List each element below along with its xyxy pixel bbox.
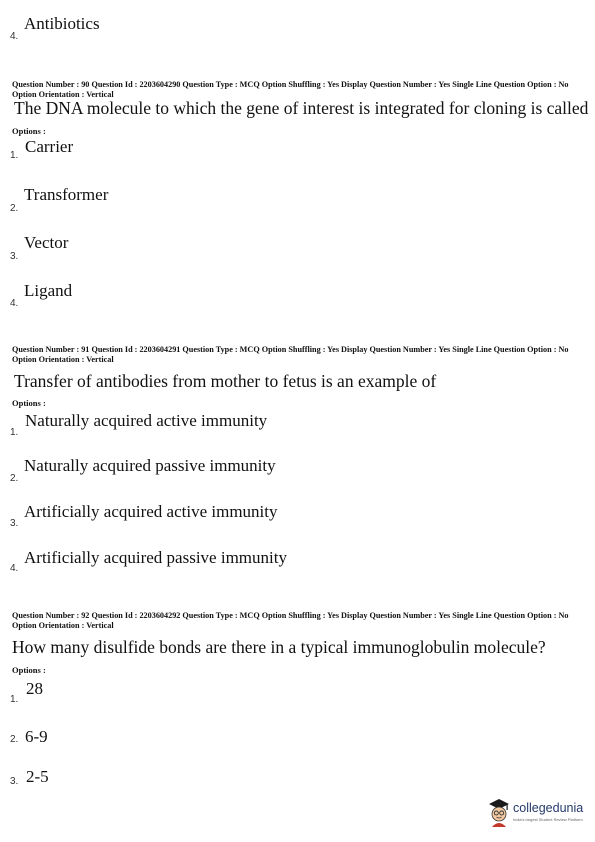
logo-tagline: India's largest Student Review Platform — [513, 817, 583, 822]
option-number: 3. — [10, 251, 19, 262]
question-meta: Question Number : 91 Question Id : 2203604291 Question Type : MCQ Option Shuffling : Yes Display Question Number : Yes Single Line Question Option : No Option Orientation : Vertical — [12, 345, 569, 364]
option-number: 4. — [10, 31, 19, 42]
option-number: 2. — [10, 734, 19, 745]
question-meta: Question Number : 92 Question Id : 2203604292 Question Type : MCQ Option Shuffling : Yes Display Question Number : Yes Single Line Question Option : No Option Orientation : Vertical — [12, 611, 569, 630]
question-text: The DNA molecule to which the gene of interest is integrated for cloning is called — [14, 98, 589, 118]
option-text: Vector — [24, 233, 69, 252]
option-text: Ligand — [24, 281, 73, 300]
options-label: Options : — [12, 126, 46, 136]
option-number: 2. — [10, 473, 19, 484]
option-text: 2-5 — [26, 767, 49, 786]
option-text: Artificially acquired active immunity — [24, 502, 278, 521]
options-label: Options : — [12, 398, 46, 408]
option-number: 1. — [10, 150, 19, 161]
collegedunia-logo — [487, 796, 587, 832]
option-text: Carrier — [25, 137, 74, 156]
option-number: 4. — [10, 298, 19, 309]
question-meta: Question Number : 90 Question Id : 2203604290 Question Type : MCQ Option Shuffling : Yes Display Question Number : Yes Single Line Question Option : No Option Orientation : Vertical — [12, 80, 569, 99]
option-text: Naturally acquired passive immunity — [24, 456, 276, 475]
option-text: Antibiotics — [24, 14, 100, 33]
option-number: 4. — [10, 563, 19, 574]
option-number: 3. — [10, 776, 19, 787]
options-label: Options : — [12, 665, 46, 675]
logo-wordmark: collegedunia — [513, 801, 584, 815]
option-text: 6-9 — [25, 727, 48, 746]
option-text: Artificially acquired passive immunity — [24, 548, 287, 567]
option-number: 1. — [10, 427, 19, 438]
option-text: 28 — [26, 679, 43, 698]
question-text: Transfer of antibodies from mother to fetus is an example of — [14, 371, 437, 391]
option-number: 3. — [10, 518, 19, 529]
question-text: How many disulfide bonds are there in a typical immunoglobulin molecule? — [12, 637, 546, 657]
option-number: 2. — [10, 203, 19, 214]
option-number: 1. — [10, 694, 19, 705]
option-text: Transformer — [24, 185, 109, 204]
option-text: Naturally acquired active immunity — [25, 411, 268, 430]
graduate-mascot-icon — [487, 798, 511, 828]
